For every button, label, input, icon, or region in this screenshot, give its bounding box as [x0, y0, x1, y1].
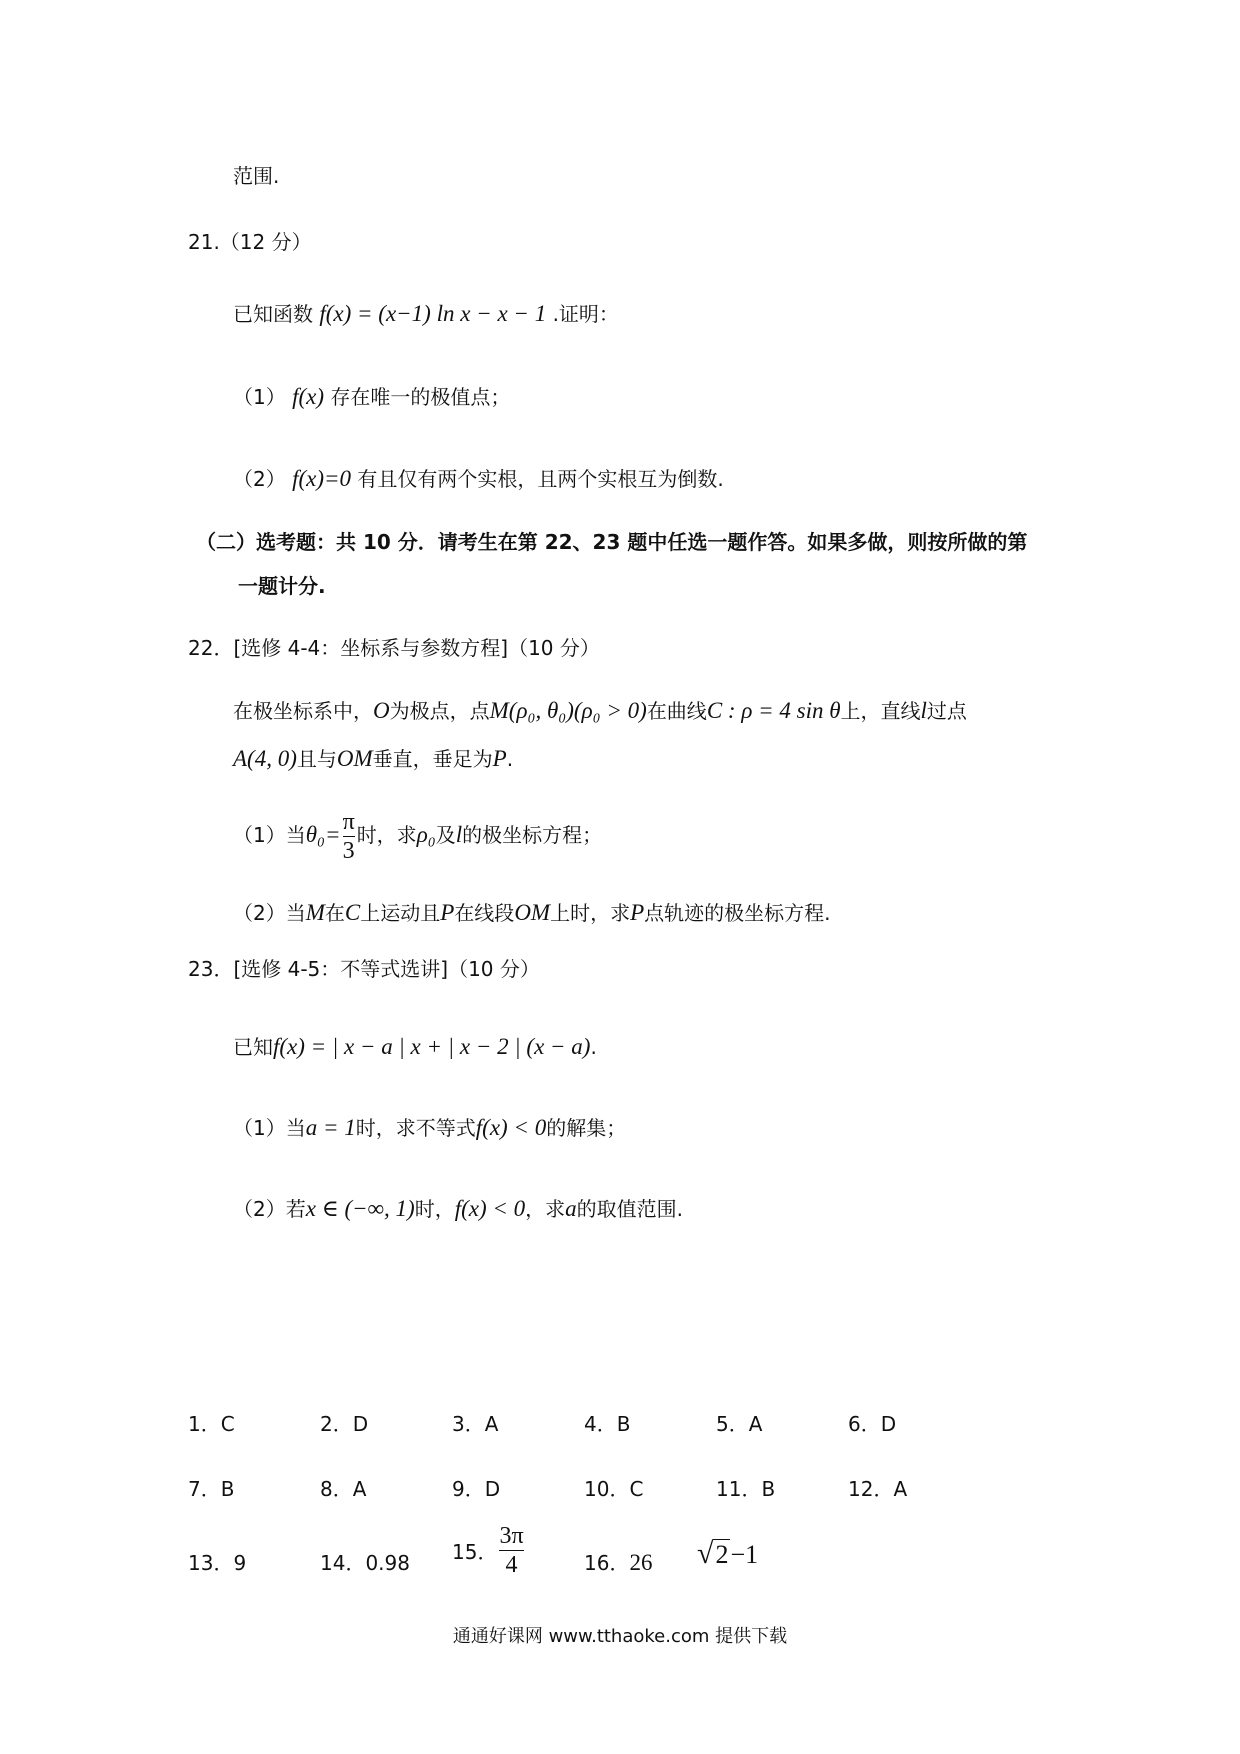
sqrt-expression: √2: [697, 1537, 729, 1570]
q22-part2-P: P: [440, 900, 455, 925]
answer-14: 14．0.98: [320, 1551, 410, 1575]
q22-part1-b: 时，求: [356, 823, 417, 847]
q23-part1-number: （1）: [233, 1116, 286, 1140]
q22-stem-g: 垂直，垂足为: [372, 747, 493, 771]
q23-part2-a-var: a: [565, 1196, 577, 1221]
answer-5: 5．A: [716, 1412, 763, 1436]
q23-part1-formula2: f(x) < 0: [475, 1115, 547, 1140]
q23-part1-b: 时，求不等式: [355, 1116, 476, 1140]
answer-16-sqrt: [697, 1537, 758, 1571]
q22-OM: OM: [336, 746, 373, 771]
answer-3: 3．A: [452, 1412, 499, 1436]
q22-stem-end: .: [506, 747, 514, 771]
q23-part1-formula1: a = 1: [305, 1115, 356, 1140]
answer-9: 9．D: [452, 1477, 501, 1501]
q23-stem-formula: f(x) = | x − a | x + | x − 2 | (x − a): [273, 1034, 591, 1059]
q22-M-formula: M(ρ₀, θ₀)(ρ₀ > 0): [489, 698, 647, 723]
q22-l: l: [920, 698, 927, 723]
answer-15-den: 4: [505, 1552, 518, 1578]
q22-part1-c: 及: [435, 823, 456, 847]
answer-16: [584, 1547, 652, 1576]
answer-15-label: 15．: [452, 1540, 498, 1564]
prev-question-tail: 范围.: [233, 164, 280, 188]
q22-stem-b: 为极点，点: [389, 699, 490, 723]
q23-part2-b: 时，: [414, 1197, 455, 1221]
q22-C-formula: C : ρ = 4 sin θ: [706, 698, 841, 723]
sqrt-radicand: 2: [715, 1540, 729, 1569]
q22-part2-M: M: [305, 900, 325, 925]
q23-heading: 23．[选修 4-5：不等式选讲]（10 分）: [188, 957, 540, 981]
q22-part1: [233, 810, 602, 863]
q21-part2: [233, 465, 724, 493]
q22-part2-e: 上时，求: [550, 901, 631, 925]
q22-stem-line2: [233, 745, 513, 773]
q22-part2-c: 上运动且: [360, 901, 441, 925]
q22-part2-d: 在线段: [454, 901, 515, 925]
answer-12: 12．A: [848, 1477, 908, 1501]
answer-6: 6．D: [848, 1412, 897, 1436]
q23-part2-d: 的取值范围.: [576, 1197, 684, 1221]
q22-part1-number: （1）: [233, 823, 286, 847]
q23-part2-a: 若: [285, 1197, 306, 1221]
q22-part1-d: 的极坐标方程；: [462, 823, 603, 847]
q22-part2-f: 点轨迹的极坐标方程.: [644, 901, 831, 925]
q23-part2-formula2: f(x) < 0: [454, 1196, 526, 1221]
answer-16-label: 16．: [584, 1551, 630, 1575]
q23-stem-a: 已知: [233, 1035, 273, 1059]
answer-15-fraction: [499, 1524, 523, 1577]
answer-15-num: 3π: [499, 1523, 524, 1549]
q21-part1-formula: f(x): [292, 384, 325, 409]
q21-stem: [233, 300, 619, 328]
q23-part2-number: （2）: [233, 1197, 286, 1221]
q22-part2: [233, 899, 831, 927]
q22-part2-OM: OM: [514, 900, 551, 925]
q23-part2-c: ，求: [525, 1197, 566, 1221]
q22-stem-d: 上，直线: [840, 699, 921, 723]
q22-pi-over-3: [343, 810, 355, 863]
q21-stem-formula: f(x) = (x−1) ln x − x − 1: [319, 301, 547, 326]
q21-heading: 21.（12 分）: [188, 230, 312, 254]
q23-part1-c: 的解集；: [546, 1116, 627, 1140]
answer-8: 8．A: [320, 1477, 367, 1501]
q22-part2-P2: P: [630, 900, 645, 925]
q22-rho0: ρ₀: [416, 822, 436, 847]
footer-download-credit: 通通好课网 www.tthaoke.com 提供下载: [452, 1626, 788, 1647]
q22-P: P: [492, 746, 507, 771]
answer-13: 13．9: [188, 1551, 247, 1575]
q22-stem-c: 在曲线: [646, 699, 707, 723]
q22-O: O: [373, 698, 390, 723]
answer-11: 11．B: [716, 1477, 776, 1501]
answer-10: 10．C: [584, 1477, 644, 1501]
q23-part2-formula1: x ∈ (−∞, 1): [305, 1196, 415, 1221]
answer-15: [452, 1524, 526, 1577]
q22-stem-e: 过点: [926, 699, 967, 723]
q22-part1-l: l: [455, 822, 463, 847]
q21-part2-formula: f(x)=0: [292, 466, 352, 491]
q23-stem: [233, 1033, 597, 1061]
q22-stem-a: 在极坐标系中，: [233, 699, 373, 723]
answer-7: 7．B: [188, 1477, 235, 1501]
q22-frac-den: 3: [342, 838, 355, 864]
q21-part2-number: （2）: [233, 467, 286, 491]
answer-1: 1．C: [188, 1412, 235, 1436]
q22-part2-C: C: [344, 900, 361, 925]
answer-2: 2．D: [320, 1412, 369, 1436]
section2-line2: 一题计分.: [238, 574, 326, 598]
q22-part1-a: 当: [285, 823, 306, 847]
q22-A-formula: A(4, 0): [233, 746, 297, 771]
q22-theta0: θ₀=: [305, 822, 341, 847]
section2-line1: （二）选考题：共 10 分．请考生在第 22、23 题中任选一题作答。如果多做，则按所做的第: [196, 530, 1028, 554]
q22-stem-f: 且与: [296, 747, 337, 771]
q22-part2-number: （2）: [233, 901, 286, 925]
q22-stem-line1: [233, 697, 967, 725]
q21-stem-prefix: 已知函数: [233, 302, 313, 326]
q22-part2-b: 在: [324, 901, 345, 925]
sqrt-rest: −1: [730, 1540, 759, 1569]
q21-part1-number: （1）: [233, 385, 286, 409]
q21-part1: [233, 383, 510, 411]
q22-frac-num: π: [342, 809, 355, 835]
q21-part1-text: 存在唯一的极值点；: [330, 385, 511, 409]
q23-part1-a: 当: [285, 1116, 306, 1140]
q23-part2: [233, 1195, 683, 1223]
answer-16-value: 26: [629, 1550, 653, 1575]
q22-heading: 22．[选修 4-4：坐标系与参数方程]（10 分）: [188, 636, 600, 660]
q21-stem-suffix: .证明：: [552, 302, 619, 326]
q23-stem-end: .: [590, 1035, 597, 1059]
q21-part2-text: 有且仅有两个实根，且两个实根互为倒数.: [357, 467, 724, 491]
q23-part1: [233, 1114, 626, 1142]
q22-part2-a: 当: [285, 901, 306, 925]
answer-4: 4．B: [584, 1412, 631, 1436]
